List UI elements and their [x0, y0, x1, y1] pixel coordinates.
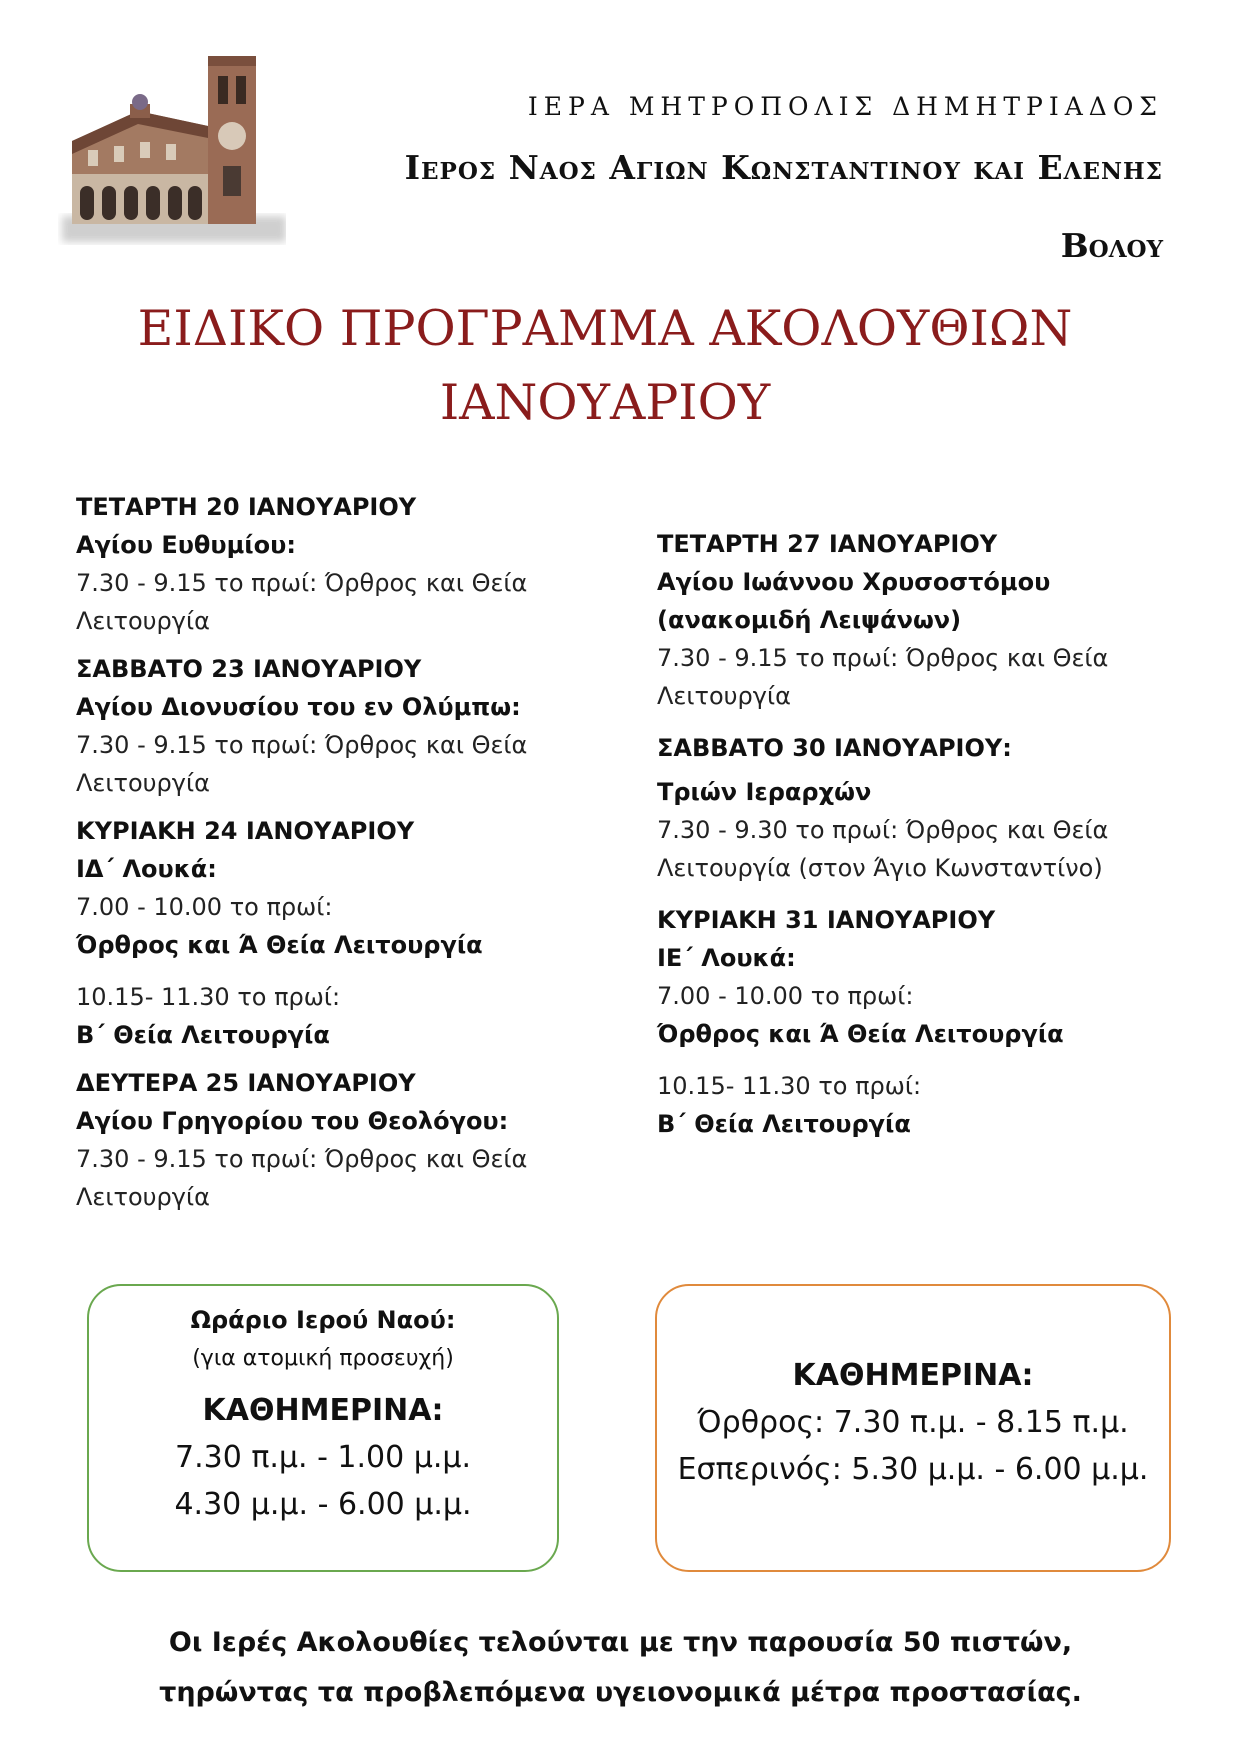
footer-line: Οι Ιερές Ακολουθίες τελούνται με την παρουσία 50 πιστών,: [168, 1627, 1073, 1658]
entry-saint: Αγίου Διονυσίου του εν Ολύμπω:: [76, 693, 521, 721]
entry-saint: Αγίου Ιωάννου Χρυσοστόμου (ανακομιδή Λειψάνων): [657, 568, 1051, 634]
schedule-entry: [76, 488, 596, 640]
entry-saint: Αγίου Γρηγορίου του Θεολόγου:: [76, 1107, 509, 1135]
entry-time: 7.30 - 9.15 το πρωί: Όρθρος και Θεία Λειτουργία: [76, 1145, 528, 1211]
schedule-right-column: [657, 525, 1197, 1153]
entry-time: 7.30 - 9.15 το πρωί: Όρθρος και Θεία Λειτουργία: [657, 644, 1109, 710]
box-daily-label: ΚΑΘΗΜΕΡΙΝΑ:: [792, 1358, 1034, 1393]
entry-time: 7.00 - 10.00 το πρωί:: [76, 893, 333, 921]
schedule-entry: [657, 901, 1197, 1143]
entry-day: ΣΑΒΒΑΤΟ 23 ΙΑΝΟΥΑΡΙΟΥ: [76, 655, 422, 683]
entry-service: Β΄ Θεία Λειτουργία: [76, 1021, 330, 1049]
entry-time: 7.30 - 9.15 το πρωί: Όρθρος και Θεία Λειτουργία: [76, 569, 528, 635]
entry-day: ΚΥΡΙΑΚΗ 24 ΙΑΝΟΥΑΡΙΟΥ: [76, 817, 415, 845]
entry-time: 7.00 - 10.00 το πρωί:: [657, 982, 914, 1010]
entry-time: 7.30 - 9.15 το πρωί: Όρθρος και Θεία Λειτουργία: [76, 731, 528, 797]
daily-services-box: [655, 1284, 1171, 1572]
entry-day: ΚΥΡΙΑΚΗ 31 ΙΑΝΟΥΑΡΙΟΥ: [657, 906, 996, 934]
entry-service: Όρθρος και Ά Θεία Λειτουργία: [76, 931, 483, 959]
entry-saint: ΙΕ΄ Λουκά:: [657, 944, 796, 972]
schedule-entry: [657, 525, 1197, 715]
box-hours-line: 7.30 π.μ. - 1.00 μ.μ.: [174, 1440, 472, 1475]
entry-saint: ΙΔ΄ Λουκά:: [76, 855, 217, 883]
city-name: Βολου: [1060, 226, 1163, 265]
box-hours-line: Εσπερινός: 5.30 μ.μ. - 6.00 μ.μ.: [677, 1452, 1149, 1487]
schedule-entry: [76, 1064, 596, 1216]
entry-time: 10.15- 11.30 το πρωί:: [76, 983, 341, 1011]
box-heading: Ωράριο Ιερού Ναού:: [190, 1306, 456, 1334]
footer-notice: [0, 1618, 1241, 1718]
entry-day: ΔΕΥΤΕΡΑ 25 ΙΑΝΟΥΑΡΙΟΥ: [76, 1069, 416, 1097]
box-hours-line: Όρθρος: 7.30 π.μ. - 8.15 π.μ.: [697, 1405, 1129, 1440]
entry-saint: Τριών Ιεραρχών: [657, 778, 872, 806]
entry-day: ΤΕΤΑΡΤΗ 27 ΙΑΝΟΥΑΡΙΟΥ: [657, 530, 998, 558]
entry-saint: Αγίου Ευθυμίου:: [76, 531, 296, 559]
page-title-line-1: ΕΙΔΙΚΟ ΠΡΟΓΡΑΜΜΑ ΑΚΟΛΟΥΘΙΩΝ: [137, 300, 1073, 357]
schedule-entry: [657, 729, 1197, 887]
schedule-left-column: [76, 488, 596, 1226]
box-subheading: (για ατομική προσευχή): [192, 1346, 454, 1371]
page-title-line-2: ΙΑΝΟΥΑΡΙΟΥ: [439, 374, 771, 431]
box-daily-label: ΚΑΘΗΜΕΡΙΝΑ:: [202, 1393, 444, 1428]
box-hours-line: 4.30 μ.μ. - 6.00 μ.μ.: [174, 1487, 472, 1522]
entry-service: Β΄ Θεία Λειτουργία: [657, 1110, 911, 1138]
entry-time: 7.30 - 9.30 το πρωί: Όρθρος και Θεία Λειτουργία (στον Άγιο Κωνσταντίνο): [657, 816, 1109, 882]
church-hours-box: [87, 1284, 559, 1572]
footer-line: τηρώντας τα προβλεπόμενα υγειονομικά μέτρα προστασίας.: [159, 1677, 1082, 1708]
church-building-icon: [58, 46, 286, 246]
metropolis-name: ΙΕΡΑ ΜΗΤΡΟΠΟΛΙΣ ΔΗΜΗΤΡΙΑΔΟΣ: [527, 92, 1163, 121]
schedule-entry: [76, 650, 596, 802]
entry-day: ΤΕΤΑΡΤΗ 20 ΙΑΝΟΥΑΡΙΟΥ: [76, 493, 417, 521]
entry-service: Όρθρος και Ά Θεία Λειτουργία: [657, 1020, 1064, 1048]
church-image: [58, 46, 286, 246]
schedule-entry: [76, 812, 596, 1054]
entry-day: ΣΑΒΒΑΤΟ 30 ΙΑΝΟΥΑΡΙΟΥ:: [657, 734, 1012, 762]
entry-time: 10.15- 11.30 το πρωί:: [657, 1072, 922, 1100]
temple-name: Ιερος Ναος Αγιων Κωνσταντινου και Ελενης: [404, 148, 1163, 187]
